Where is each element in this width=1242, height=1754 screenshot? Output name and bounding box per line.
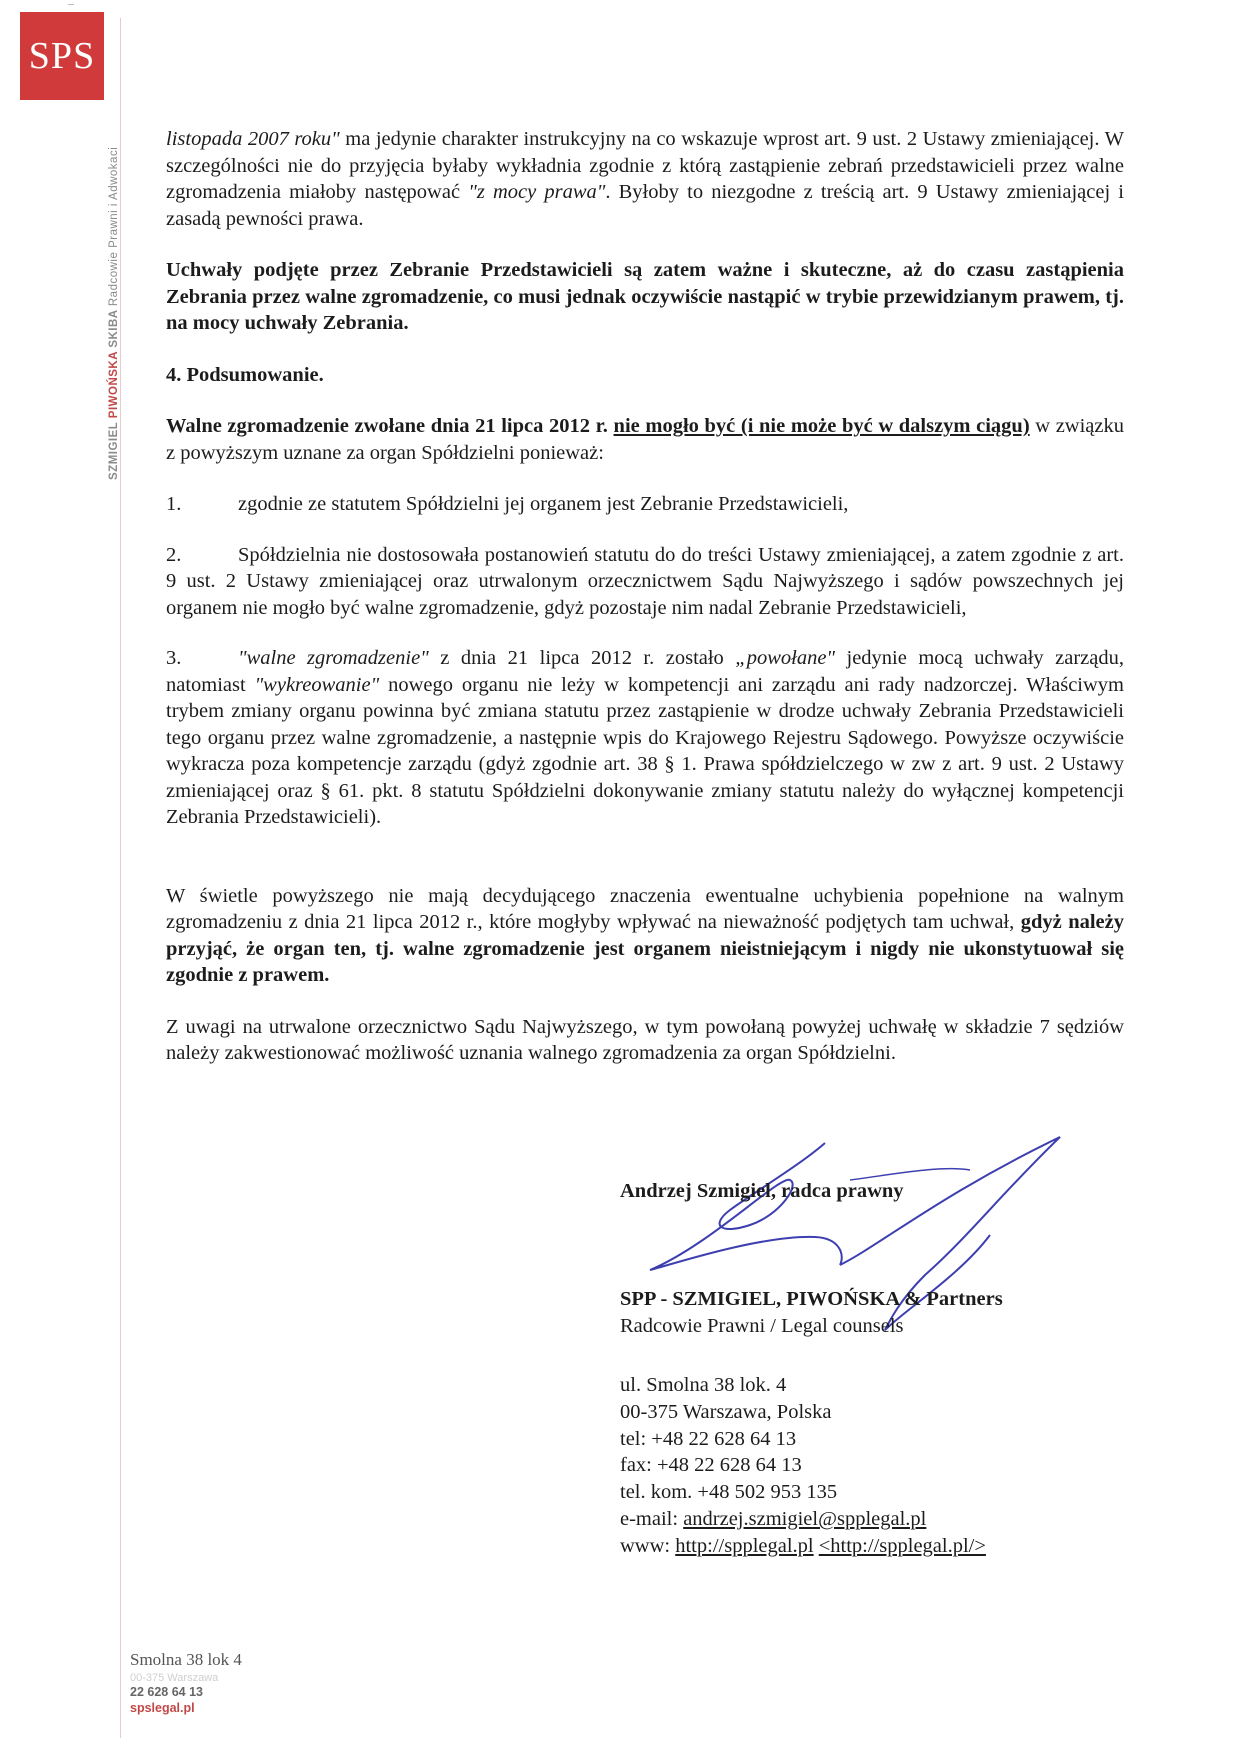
list-text-2: Spółdzielnia nie dostosowała postanowień statutu do do treści Ustawy zmieniającej, a zatem zgodnie z art. 9 ust. 2 Ustawy zmieniającej oraz utrwalonym orzecznictwem Sądu Najwyższego i sądów powszechnych jej organem nie mogło być walne zgromadzenie, gdyż pozostaje nim nadal Zebranie Przedstawicieli, bbox=[166, 543, 1124, 619]
list-item-2 bbox=[166, 542, 1124, 622]
item3-italic-3: "wykreowanie" bbox=[254, 673, 380, 696]
p3-underlined: nie mogło być (i nie może być w dalszym ciągu) bbox=[613, 415, 1030, 437]
email-link[interactable]: andrzej.szmigiel@spplegal.pl bbox=[683, 1507, 927, 1530]
list-text-1: zgodnie ze statutem Spółdzielni jej organem jest Zebranie Przedstawicieli, bbox=[238, 493, 849, 515]
letterhead-footer bbox=[130, 1650, 242, 1715]
sidebar-name-b: PIWOŃSKA bbox=[108, 351, 120, 419]
paragraph-3 bbox=[166, 413, 1124, 466]
signatory-name: Andrzej Szmigiel, radca prawny bbox=[620, 1180, 904, 1202]
sidebar-name-c: SKIBA bbox=[108, 306, 120, 352]
list-number-2: 2. bbox=[166, 543, 182, 566]
item3-italic-2: „powołane" bbox=[735, 647, 836, 669]
p3-bold: Walne zgromadzenie zwołane dnia 21 lipca 2012 r. bbox=[166, 415, 614, 437]
email-line bbox=[620, 1506, 986, 1533]
p1-italic-b: "z mocy prawa" bbox=[468, 181, 606, 203]
p1-text-b: . Byłoby to niezgodne z treścią art. 9 Ustawy zmieniającej i zasadą pewności prawa. bbox=[166, 181, 1124, 230]
footer-address-2: 00-375 Warszawa bbox=[130, 1672, 219, 1684]
section-heading: 4. Podsumowanie. bbox=[166, 363, 324, 386]
logo-text: SPS bbox=[28, 35, 96, 77]
list-item-1 bbox=[166, 491, 1124, 518]
phone-line: tel: +48 22 628 64 13 bbox=[620, 1427, 797, 1450]
paragraph-5: Z uwagi na utrwalone orzecznictwo Sądu Najwyższego, w tym powołaną powyżej uchwałę w składzie 7 sędziów należy zakwestionować możliwość uznania walnego zgromadzenia za organ Spółdzielni. bbox=[166, 1015, 1124, 1064]
www-label: www: bbox=[620, 1534, 676, 1557]
sidebar-subtitle: Radcowie Prawni i Adwokaci bbox=[108, 146, 120, 307]
sidebar-divider bbox=[120, 18, 121, 1738]
p3-rest: w związku z powyższym uznane za organ Spółdzielni ponieważ: bbox=[166, 415, 1124, 464]
www-line bbox=[620, 1533, 986, 1560]
p1-text-a: ma jedynie charakter instrukcyjny na co wskazuje wprost art. 9 ust. 2 Ustawy zmieniającej. W szczególności nie do przyjęcia byłaby wykładnia zgodnie z którą zastąpienie zebrań przedstawicieli przez walne zgromadzenia miałoby następować bbox=[166, 128, 1124, 203]
mobile-line: tel. kom. +48 502 953 135 bbox=[620, 1481, 838, 1504]
item3-text-b: jedynie mocą uchwały zarządu, natomiast bbox=[166, 647, 1124, 696]
footer-address-1: Smolna 38 lok 4 bbox=[130, 1650, 242, 1669]
item3-text-a: z dnia 21 lipca 2012 r. zostało bbox=[428, 647, 736, 669]
firm-block bbox=[620, 1286, 1003, 1339]
p1-italic-a: listopada 2007 roku" bbox=[166, 128, 340, 150]
contact-block bbox=[620, 1372, 986, 1560]
sidebar-firm-name bbox=[108, 147, 120, 480]
paragraph-1 bbox=[166, 126, 1124, 232]
fax-line: fax: +48 22 628 64 13 bbox=[620, 1454, 802, 1477]
paragraph-4 bbox=[166, 883, 1124, 989]
item3-italic-1: "walne zgromadzenie" bbox=[238, 647, 429, 669]
www-link-alt[interactable]: <http://spplegal.pl/> bbox=[818, 1534, 986, 1557]
list-number-1: 1. bbox=[166, 493, 182, 515]
footer-phone: 22 628 64 13 bbox=[130, 1685, 203, 1699]
signatory-block bbox=[620, 1178, 904, 1205]
firm-name: SPP - SZMIGIEL, PIWOŃSKA & Partners bbox=[620, 1288, 1003, 1310]
address-line-2: 00-375 Warszawa, Polska bbox=[620, 1400, 832, 1423]
item3-text-c: nowego organu nie leży w kompetencji ani zarządu ani rady nadzorczej. Właściwym trybem zmiany organu powinna być zmiana statutu przez zastąpienie w drodze uchwały Zebrania Przedstawicieli tego organu przez walne zgromadzenie, a następnie wpis do Krajowego Rejestru Sądowego. Powyższe oczywiście wykracza poza kompetencje zarządu (gdyż zgodnie art. 38 § 1. Prawa spółdzielczego w zw z art. 9 ust. 2 Ustawy zmieniającej oraz § 61. pkt. 8 statutu Spółdzielni dokonywanie zmiany statutu należy do wyłącznej kompetencji Zebrania Przedstawicieli). bbox=[166, 673, 1124, 828]
www-link[interactable]: http://spplegal.pl bbox=[675, 1534, 814, 1557]
list-item-3 bbox=[166, 645, 1124, 831]
footer-website: spslegal.pl bbox=[130, 1701, 195, 1715]
email-label: e-mail: bbox=[620, 1507, 684, 1530]
sps-logo bbox=[20, 12, 104, 100]
paragraph-2: Uchwały podjęte przez Zebranie Przedstawicieli są zatem ważne i skuteczne, aż do czasu zastąpienia Zebrania przez walne zgromadzenie, co musi jednak oczywiście nastąpić w trybie przewidzianym prawem, tj. na mocy uchwały Zebrania. bbox=[166, 259, 1124, 334]
sidebar-name-a: SZMIGIEL bbox=[108, 418, 120, 480]
logo-tick-mark bbox=[68, 4, 74, 5]
firm-subtitle: Radcowie Prawni / Legal counsels bbox=[620, 1314, 904, 1337]
letter-body bbox=[166, 126, 1124, 1067]
list-number-3: 3. bbox=[166, 647, 182, 669]
p4-text: W świetle powyższego nie mają decydującego znaczenia ewentualne uchybienia popełnione na walnym zgromadzeniu z dnia 21 lipca 2012 r., które mogłyby wpływać na nieważność podjętych tam uchwał, bbox=[166, 884, 1124, 933]
address-line-1: ul. Smolna 38 lok. 4 bbox=[620, 1374, 787, 1396]
p4-bold: gdyż należy przyjąć, że organ ten, tj. walne zgromadzenie jest organem nieistniejącym i nigdy nie ukonstytuował się zgodnie z prawem. bbox=[166, 911, 1124, 986]
